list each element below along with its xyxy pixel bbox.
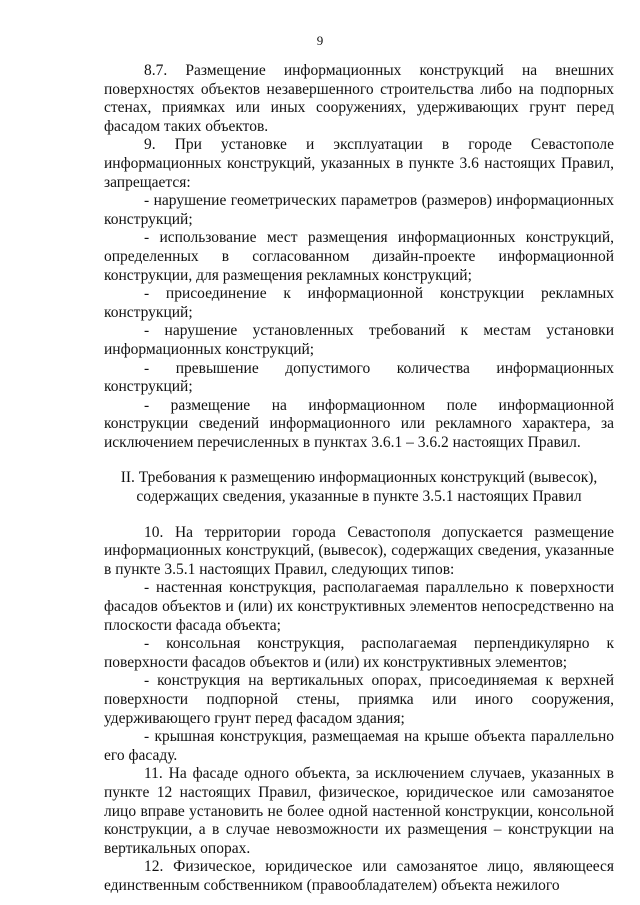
list-item: - настенная конструкция, располагаемая параллельно к поверхности фасадов объектов и (или) их конструктивных элементов непосредственно на плоскости фасада объекта; [104, 579, 614, 634]
list-item: - нарушение установленных требований к местам установки информационных конструкций; [104, 322, 614, 358]
paragraph-10: 10. На территории города Севастополя допускается размещение информационных конструкций, (вывесок), содержащих сведения, указанные в пункте 3.5.1 настоящих Правил, следующих типов: [104, 523, 614, 578]
list-item: - присоединение к информационной конструкции рекламных конструкций; [104, 285, 614, 321]
list-item: - консольная конструкция, располагаемая перпендикулярно к поверхности фасадов объектов и (или) их конструктивных элементов; [104, 635, 614, 671]
paragraph-11: 11. На фасаде одного объекта, за исключением случаев, указанных в пункте 12 настоящих Правил, физическое, юридическое или самозанятое лицо вправе установить не более одной настенной конструкции, консольной конструкции, а в случае невозможности их размещения – конструкции на вертикальных опорах. [104, 765, 614, 857]
list-item: - размещение на информационном поле информационной конструкции сведений информационного или рекламного характера, за исключением перечисленных в пунктах 3.6.1 – 3.6.2 настоящих Правил. [104, 396, 614, 451]
page-number: 9 [316, 33, 324, 48]
list-item: - нарушение геометрических параметров (размеров) информационных конструкций; [104, 192, 614, 228]
paragraph-12: 12. Физическое, юридическое или самозанятое лицо, являющееся единственным собственником (правообладателем) объекта нежилого [104, 858, 614, 894]
list-item: - использование мест размещения информационных конструкций, определенных в согласованном дизайн-проекте информационной конструкции, для размещения рекламных конструкций; [104, 229, 614, 284]
paragraph-9: 9. При установке и эксплуатации в городе Севастополе информационных конструкций, указанных в пункте 3.6 настоящих Правил, запрещается: [104, 136, 614, 191]
paragraph-8-7: 8.7. Размещение информационных конструкций на внешних поверхностях объектов незавершенного строительства либо на подпорных стенах, приямках или иных сооружениях, удерживающих грунт перед фасадом таких объектов. [104, 62, 614, 135]
list-item: - превышение допустимого количества информационных конструкций; [104, 359, 614, 396]
section-heading: II. Требования к размещению информационных конструкций (вывесок), содержащих сведения, указанные в пункте 3.5.1 настоящих Правил [120, 469, 598, 506]
list-item: - крышная конструкция, размещаемая на крыше объекта параллельно его фасаду. [104, 728, 614, 764]
list-item: - конструкция на вертикальных опорах, присоединяемая к верхней поверхности подпорной стены, приямка или иного сооружения, удерживающего грунт перед фасадом здания; [104, 672, 614, 727]
document-body [104, 62, 614, 896]
